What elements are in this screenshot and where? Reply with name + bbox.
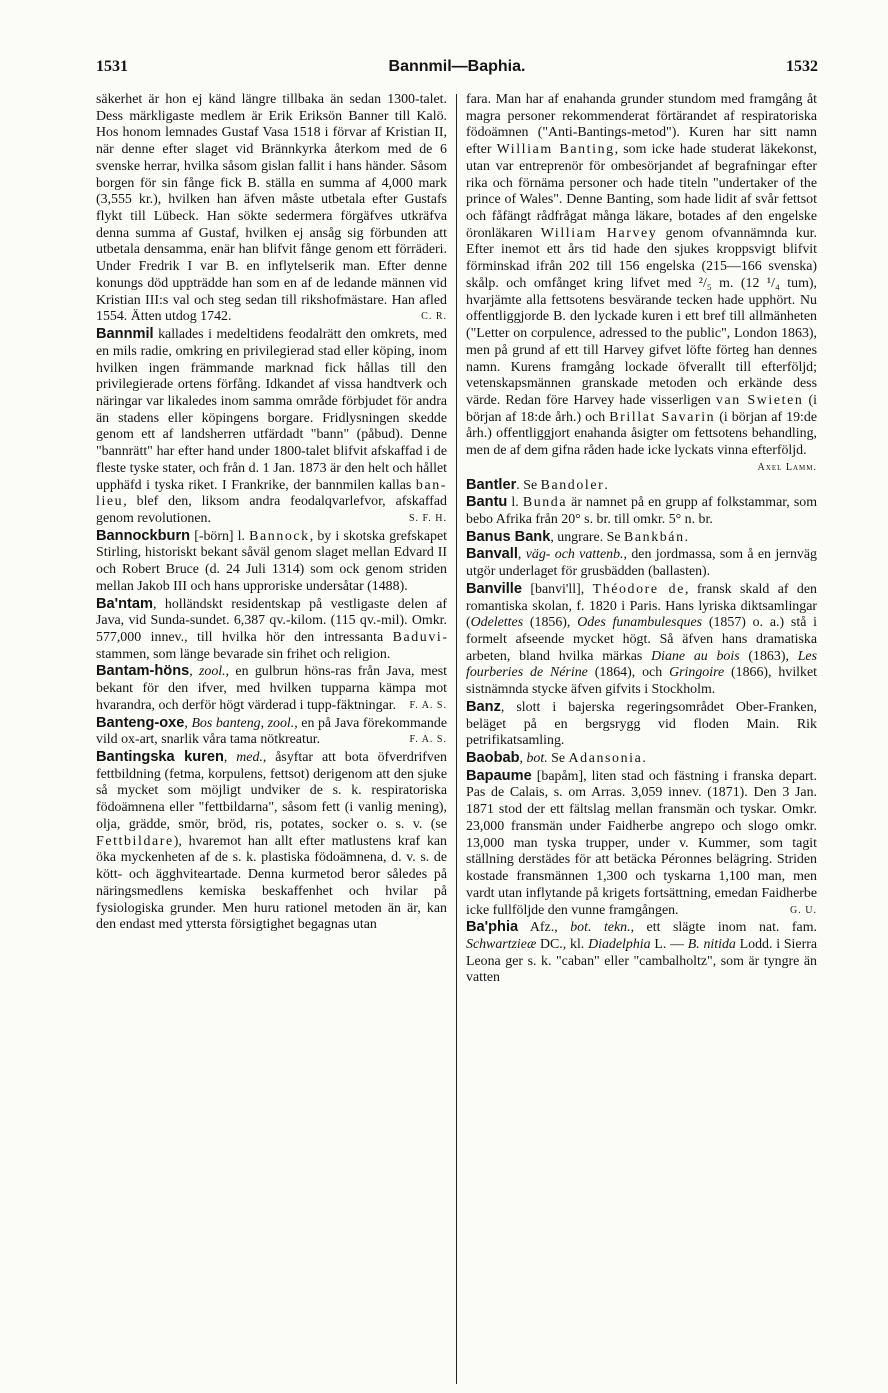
signature: C. R. xyxy=(421,311,447,323)
headword: Banvall xyxy=(466,546,518,563)
entry-bantingska-continued: fara. Man har af enahanda grunder stundom med framgång åt magra personer rekommenderat förtärandet af respiratoriska födoämnen ("Anti-Bantings-metod"). Kuren har sitt namn efter William Banting, som icke hade studerat läkekonst, utan var entreprenör för ombesörjandet af begrafningar efter rika och förnäma personer och hade titeln "undertaker of the prince of Wales". Denne Banting, som hade lidit af svår fettsot och fåfängt rådfrågat många läkare, botades af den engelske öronläkaren William Harvey genom ofvannämnda kur. Efter inemot ett års tid hade den sjukes kroppsvigt blifvit förminskad ifrån 202 till 156 engelska (215—166 svenska) skålp. och omfånget kring lifvet med ²/₅ m. (12 ¹/₄ tum), hvarjämte alla fettsotens besvärande tecken hade upphört. Nu offentliggjorde B. den lyckade kuren i ett bref till allmänheten ("Letter on corpulence, adressed to the public", London 1863), men på grund af ett till Harvey gifvet löfte förteg han dennes namn. Kurens framgång lockade öfverallt till efterföljd; vetenskapsmännen granskade metoden och erkände dess värde. Redan före Harvey hade visserligen van Swieten (i början af 18:de årh.) och Brillat Savarin (i början af 19:de årh.) offentliggjort enahanda åsigter om fettsotens behandling, men de af dem gifna råden hade icke lyckats vinna efterföljd. Axel Lamm. xyxy=(466,92,817,477)
entry-baobab: Baobab, bot. Se Adansonia. xyxy=(466,750,646,767)
headword: Bantler xyxy=(466,476,517,493)
entry-banteng-oxe: Banteng-oxe, Bos banteng, zool., en på Java förekommande vild ox-art, snarlik våra tama nötkreatur. F. A. S. xyxy=(96,714,447,748)
headword: Ba'ntam xyxy=(96,595,153,612)
entry-bannockburn: Bannockburn [-börn] l. Bannock, by i skotska grefskapet Stirling, historiskt bekant såväl genom slaget mellan Edvard II och Robert Bruce (d. 24 Juli 1314) som ock genom striden mellan Jakob III och hans upproriske undersåtar (1488). xyxy=(96,527,447,594)
page-number-left: 1531 xyxy=(96,58,128,75)
signature: G. U. xyxy=(790,904,817,916)
headword: Bantu xyxy=(466,494,508,511)
entry-bantler: Bantler. Se Bandoler. xyxy=(466,476,608,493)
headword: Banus Bank xyxy=(466,528,551,545)
entry-banus-bank: Banus Bank, ungrare. Se Bankbán. xyxy=(466,528,689,545)
headword: Bantam-höns xyxy=(96,663,190,680)
page-number-right: 1532 xyxy=(786,58,818,75)
entry-banner-continued: säkerhet är hon ej känd längre tillbaka än sedan 1300-talet. Dess märkligaste medlem är Erik Eriksön Banner till Kalö. Hos honom lemnades Gustaf Vasa 1518 i förvar af Kristian II, när denne efter slaget vid Brännkyrka återkom med de 6 svenske herrar, hvilka såsom gislan fallit i hans händer. Såsom borgen för sin fånge fick B. ställa en summa af 4,000 mark (3,555 kr.), hvilken han äfven måste utbetala efter Gustafs flykt till Lübeck. Han sökte sedermera förgäfves utkräfva denna summa af Gustaf, hvilken ej ansåg sig förbunden att utbetala densamma, enär han blifvit fånge genom ett förräderi. Under Fredrik I var B. en inflytelserik man. Efter denne konungs död uppträdde han som en af de ledande männen vid Kristian III:s val och steg sedan till rikshofmästare. Han afled 1554. Ätten utdog 1742. C. R. xyxy=(96,92,447,325)
entry-bapaume: Bapaume [bapåm], liten stad och fästning i franska depart. Pas de Calais, s. om Arras. 3,059 innev. (1871). Den 3 Jan. 1871 stod der ett fältslag mellan fransmän och tyskar. Omkr. 23,000 fransmän under Faidherbe angrepo och slogo omkr. 13,000 man tyska trupper, under v. Kummer, som tagit ställning derstädes för att betäcka Péronnes belägring. Striden kostade fransmännen 1,300 och tyskarna 1,100 man, men vardt utan inflytande på krigets fortsättning, emedan Faidherbe icke fullföljde den vunne framgången. G. U. xyxy=(466,767,817,918)
entry-baphia: Ba'phia Afz., bot. tekn., ett slägte inom nat. fam. Schwartzieæ DC., kl. Diadelphia L. — B. nitida Lodd. i Sierra Leona ger s. k. "caban" eller "cambalholtz", som är tyngre än vatten xyxy=(466,919,818,986)
headword: Banteng-oxe xyxy=(96,714,185,731)
right-column xyxy=(457,92,817,1384)
headword: Bantingska kuren xyxy=(96,749,224,766)
signature: S. F. H. xyxy=(408,512,447,524)
entry-bantu: Bantu l. Bunda är namnet på en grupp af folkstammar, som bebo Afrika från 20° s. br. till omkr. 5° n. br. xyxy=(466,494,818,527)
headword: Ba'phia xyxy=(466,919,519,936)
running-title: Bannmil—Baphia. xyxy=(388,58,526,75)
entry-bantam: Ba'ntam, holländskt residentskap på vestligaste delen af Java, vid Sunda-sundet. 6,387 qv.-kilom. (115 qv.-mil). Omkr. 577,000 innev., till hvilka hör den intressanta Baduvi-stammen, som länge bevarade sin frihet och religion. xyxy=(96,595,447,662)
entry-bantingska-kuren: Bantingska kuren, med., åsyftar att bota öfverdrifven fettbildning (fetma, korpulens, fettsot) derigenom att den sjuke så mycket som möjligt undviker de s. k. respiratoriska födoämnena eller "fettbildarna", såsom fett (i vanlig mening), olja, grädde, smör, bröd, ris, potates, socker o. s. v. (se Fettbildare), hvaremot han allt efter matlustens kraf kan öka myckenheten af de s. k. plastiska födoämnena, d. v. s. de kött- och ägghviteartade. Denna kurmetod beror således på näringsmedlens kemiska beskaffenhet och hvilar på fysiologiska grunder. Men huru rationel metoden än är, kan den endast med yttersta försigtighet begagnas utan xyxy=(96,749,447,933)
signature: Axel Lamm. xyxy=(757,461,817,473)
signature: F. A. S. xyxy=(409,734,447,746)
entry-bannmil: Bannmil kallades i medeltidens feodalrätt den omkrets, med en mils radie, omkring en privilegierad stad eller köping, inom hvilken ingen främmande marknad fick hållas till den privilegierade ortens förfång. Idkandet af vissa handtverk och näringar var likaledes inom samma område förbjudet för andra än stadens eller köpingens borgare. Fridlysningen skedde genom ett af landsherren utfärdadt "bann" (påbud). Denne "bannrätt" har efter hand under 1800-talet blifvit afskaffad i de fleste tyske stater, och från d. 1 Jan. 1873 är den helt och hållet upphäfd i tyska riket. I Frankrike, der bannmilen kallas ban-lieu, blef den, liksom andra feodalqvarlefvor, afskaffad genom revolutionen. S. F. H. xyxy=(96,326,447,526)
headword: Bapaume xyxy=(466,767,532,784)
page-header xyxy=(96,58,818,86)
headword: Bannockburn xyxy=(96,527,191,544)
entry-banvall: Banvall, väg- och vattenb., den jordmassa, som å en jernväg utgör underlaget för grusbädden (ballasten). xyxy=(466,546,817,580)
entry-banville: Banville [banvi'll], Théodore de, fransk skald af den romantiska skolan, f. 1820 i Paris. Hans lyriska diktsamlingar (Odelettes (1856), Odes funambulesques (1857) o. a.) stå i formelt afseende mycket högt. Så äfven hans dramatiska arbeten, bland hvilka märkas Diane au bois (1863), Les fourberies de Nérine (1864), och Gringoire (1866), hvilket sistnämnda stycke äfven gifvits i Stockholm. xyxy=(466,580,818,698)
text-columns xyxy=(96,92,818,1384)
left-column xyxy=(96,92,456,1384)
signature: F. A. S. xyxy=(409,699,447,711)
entry-banz: Banz, slott i bajerska regeringsområdet Ober-Franken, beläget på en bergsrygg vid floden Main. Rik petrifikatsamling. xyxy=(466,698,817,749)
entry-bantam-hons: Bantam-höns, zool., en gulbrun höns-ras från Java, mest bekant för den ifver, med hvilken tupparna kämpa mot hvarandra, och derför högt värderad i tupp-fäktningar. F. A. S. xyxy=(96,663,447,713)
headword: Bannmil xyxy=(96,326,154,343)
headword: Banville xyxy=(466,580,522,597)
headword: Banz xyxy=(466,698,501,715)
headword: Baobab xyxy=(466,750,520,767)
